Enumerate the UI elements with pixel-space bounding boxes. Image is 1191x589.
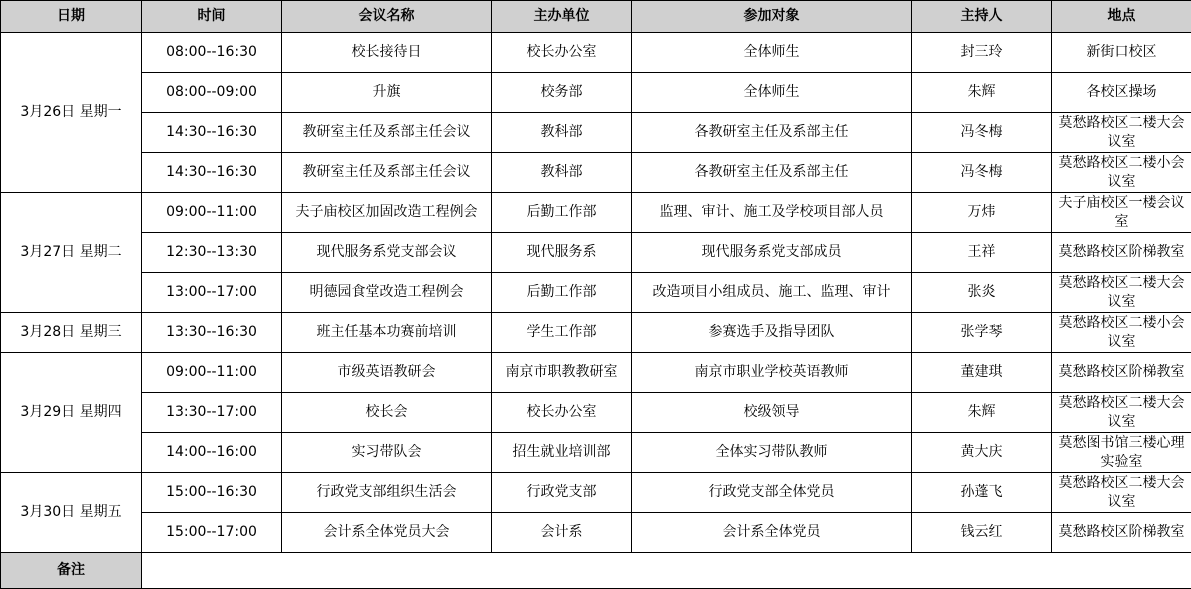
- chair-cell: 张学琴: [912, 313, 1052, 353]
- chair-cell: 朱辉: [912, 393, 1052, 433]
- meeting-time-cell: 08:00--09:00: [142, 73, 282, 113]
- header-attendees: 参加对象: [632, 1, 912, 33]
- header-chair: 主持人: [912, 1, 1052, 33]
- table-row: [1, 433, 1191, 473]
- meeting-name-cell: 市级英语教研会: [282, 353, 492, 393]
- host-unit-cell: 校长办公室: [492, 33, 632, 73]
- table-row: [1, 473, 1191, 513]
- host-unit-cell: 校务部: [492, 73, 632, 113]
- meeting-name-cell: 班主任基本功赛前培训: [282, 313, 492, 353]
- host-unit-cell: 现代服务系: [492, 233, 632, 273]
- meeting-name-cell: 实习带队会: [282, 433, 492, 473]
- attendees-cell: 各教研室主任及系部主任: [632, 113, 912, 153]
- table-row: [1, 193, 1191, 233]
- meeting-time-cell: 09:00--11:00: [142, 353, 282, 393]
- location-cell: 夫子庙校区一楼会议室: [1052, 193, 1191, 233]
- table-row: [1, 33, 1191, 73]
- chair-cell: 黄大庆: [912, 433, 1052, 473]
- location-cell: 莫愁路校区二楼大会议室: [1052, 473, 1191, 513]
- chair-cell: 冯冬梅: [912, 113, 1052, 153]
- location-cell: 莫愁路校区二楼小会议室: [1052, 313, 1191, 353]
- chair-cell: 董建琪: [912, 353, 1052, 393]
- chair-cell: 万炜: [912, 193, 1052, 233]
- host-unit-cell: 招生就业培训部: [492, 433, 632, 473]
- location-cell: 莫愁图书馆三楼心理实验室: [1052, 433, 1191, 473]
- attendees-cell: 南京市职业学校英语教师: [632, 353, 912, 393]
- meeting-name-cell: 行政党支部组织生活会: [282, 473, 492, 513]
- attendees-cell: 会计系全体党员: [632, 513, 912, 553]
- attendees-cell: 改造项目小组成员、施工、监理、审计: [632, 273, 912, 313]
- meeting-time-cell: 13:30--16:30: [142, 313, 282, 353]
- attendees-cell: 全体师生: [632, 73, 912, 113]
- host-unit-cell: 校长办公室: [492, 393, 632, 433]
- host-unit-cell: 行政党支部: [492, 473, 632, 513]
- remark-label: 备注: [1, 553, 142, 589]
- table-row: [1, 233, 1191, 273]
- attendees-cell: 全体实习带队教师: [632, 433, 912, 473]
- remark-content: [142, 553, 1191, 589]
- remark-row: [1, 553, 1191, 589]
- meeting-name-cell: 现代服务系党支部会议: [282, 233, 492, 273]
- date-cell: 3月28日 星期三: [1, 313, 142, 353]
- attendees-cell: 监理、审计、施工及学校项目部人员: [632, 193, 912, 233]
- location-cell: 莫愁路校区阶梯教室: [1052, 513, 1191, 553]
- table-row: [1, 393, 1191, 433]
- chair-cell: 钱云红: [912, 513, 1052, 553]
- meeting-time-cell: 13:00--17:00: [142, 273, 282, 313]
- meeting-name-cell: 升旗: [282, 73, 492, 113]
- meeting-time-cell: 12:30--13:30: [142, 233, 282, 273]
- table-row: [1, 353, 1191, 393]
- meeting-time-cell: 14:30--16:30: [142, 113, 282, 153]
- location-cell: 莫愁路校区阶梯教室: [1052, 353, 1191, 393]
- date-cell: 3月27日 星期二: [1, 193, 142, 313]
- host-unit-cell: 后勤工作部: [492, 193, 632, 233]
- date-cell: 3月29日 星期四: [1, 353, 142, 473]
- header-time: 时间: [142, 1, 282, 33]
- meeting-time-cell: 13:30--17:00: [142, 393, 282, 433]
- host-unit-cell: 南京市职教教研室: [492, 353, 632, 393]
- meeting-time-cell: 09:00--11:00: [142, 193, 282, 233]
- header-meeting-name: 会议名称: [282, 1, 492, 33]
- table-row: [1, 513, 1191, 553]
- header-location: 地点: [1052, 1, 1191, 33]
- meeting-time-cell: 15:00--16:30: [142, 473, 282, 513]
- meeting-name-cell: 会计系全体党员大会: [282, 513, 492, 553]
- attendees-cell: 参赛选手及指导团队: [632, 313, 912, 353]
- chair-cell: 朱辉: [912, 73, 1052, 113]
- date-cell: 3月26日 星期一: [1, 33, 142, 193]
- meeting-time-cell: 15:00--17:00: [142, 513, 282, 553]
- location-cell: 莫愁路校区二楼大会议室: [1052, 113, 1191, 153]
- schedule-body: [1, 33, 1191, 553]
- location-cell: 各校区操场: [1052, 73, 1191, 113]
- attendees-cell: 各教研室主任及系部主任: [632, 153, 912, 193]
- meeting-time-cell: 14:00--16:00: [142, 433, 282, 473]
- attendees-cell: 全体师生: [632, 33, 912, 73]
- header-row: [1, 1, 1191, 33]
- meeting-time-cell: 08:00--16:30: [142, 33, 282, 73]
- host-unit-cell: 教科部: [492, 153, 632, 193]
- location-cell: 莫愁路校区二楼小会议室: [1052, 153, 1191, 193]
- meeting-name-cell: 明德园食堂改造工程例会: [282, 273, 492, 313]
- host-unit-cell: 学生工作部: [492, 313, 632, 353]
- date-cell: 3月30日 星期五: [1, 473, 142, 553]
- meeting-name-cell: 夫子庙校区加固改造工程例会: [282, 193, 492, 233]
- host-unit-cell: 后勤工作部: [492, 273, 632, 313]
- location-cell: 莫愁路校区二楼大会议室: [1052, 393, 1191, 433]
- meeting-name-cell: 教研室主任及系部主任会议: [282, 153, 492, 193]
- chair-cell: 孙蓬飞: [912, 473, 1052, 513]
- attendees-cell: 行政党支部全体党员: [632, 473, 912, 513]
- chair-cell: 封三玲: [912, 33, 1052, 73]
- location-cell: 新街口校区: [1052, 33, 1191, 73]
- table-row: [1, 153, 1191, 193]
- location-cell: 莫愁路校区阶梯教室: [1052, 233, 1191, 273]
- header-host-unit: 主办单位: [492, 1, 632, 33]
- chair-cell: 张炎: [912, 273, 1052, 313]
- meeting-name-cell: 教研室主任及系部主任会议: [282, 113, 492, 153]
- host-unit-cell: 教科部: [492, 113, 632, 153]
- attendees-cell: 现代服务系党支部成员: [632, 233, 912, 273]
- header-date: 日期: [1, 1, 142, 33]
- table-row: [1, 73, 1191, 113]
- host-unit-cell: 会计系: [492, 513, 632, 553]
- meeting-time-cell: 14:30--16:30: [142, 153, 282, 193]
- chair-cell: 王祥: [912, 233, 1052, 273]
- location-cell: 莫愁路校区二楼大会议室: [1052, 273, 1191, 313]
- table-row: [1, 273, 1191, 313]
- attendees-cell: 校级领导: [632, 393, 912, 433]
- table-row: [1, 313, 1191, 353]
- meeting-name-cell: 校长接待日: [282, 33, 492, 73]
- chair-cell: 冯冬梅: [912, 153, 1052, 193]
- table-row: [1, 113, 1191, 153]
- meeting-name-cell: 校长会: [282, 393, 492, 433]
